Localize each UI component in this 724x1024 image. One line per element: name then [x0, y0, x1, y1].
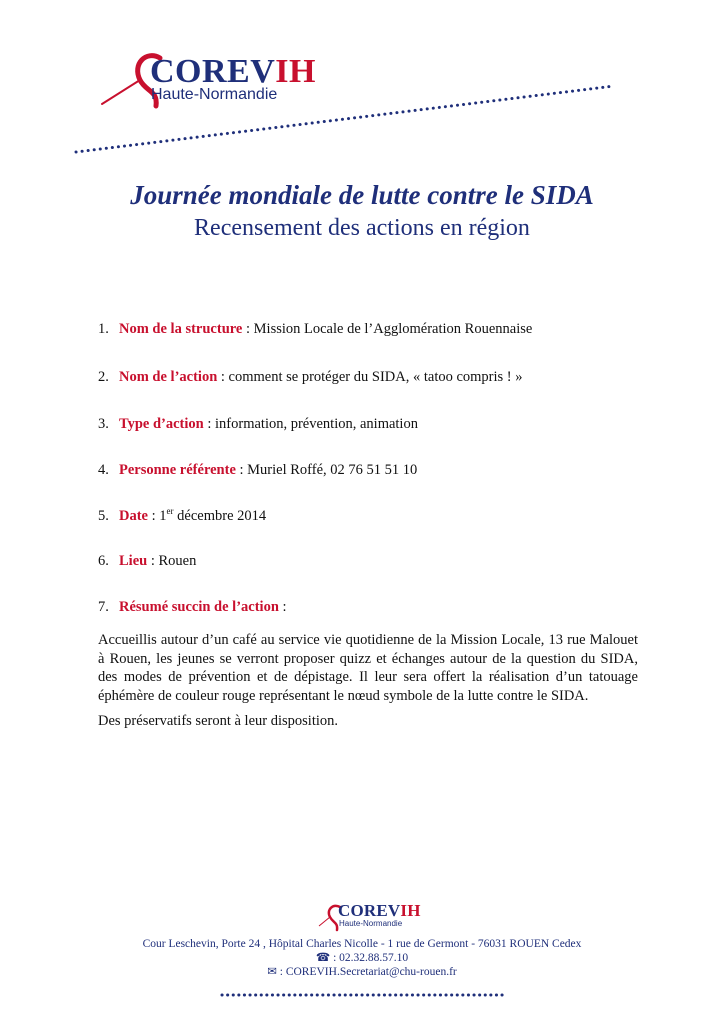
telephone-icon: ☎: [315, 952, 331, 964]
field-label: Nom de la structure: [119, 321, 243, 337]
field-label: Résumé succin de l’action: [119, 599, 279, 615]
logo-region: Haute-Normandie: [151, 86, 278, 103]
field-label: Date: [119, 508, 148, 524]
footer-address: Cour Leschevin, Porte 24 , Hôpital Charles Nicolle - 1 rue de Germont - 76031 ROUEN Cedex: [142, 938, 582, 950]
list-item: 3. Type d’action : information, prévention, animation: [98, 416, 418, 432]
list-item: 5. Date : 1er décembre 2014: [98, 506, 267, 524]
summary-paragraph: Des préservatifs seront à leur disposition.: [98, 713, 339, 729]
list-item: 2. Nom de l’action : comment se protéger du SIDA, « tatoo compris ! »: [98, 369, 523, 385]
page-subtitle: Recensement des actions en région: [194, 215, 530, 241]
summary-paragraph: Accueillis autour d’un café au service vie quotidienne de la Mission Locale, 13 rue Malouet à Rouen, les jeunes se verront proposer quizz et échanges autour de la question du SIDA, des modes de prévention et de dépistage. Il leur sera offert la réalisation d’un tatouage éphémère de couleur rouge représentant le nœud symbole de la lutte contre le SIDA.: [98, 632, 638, 704]
field-label: Personne référente: [119, 462, 236, 478]
field-label: Nom de l’action: [119, 369, 218, 385]
field-value: : Muriel Roffé, 02 76 51 51 10: [235, 462, 418, 478]
footer-email[interactable]: ✉ : COREVIH.Secretariat@chu-rouen.fr: [267, 966, 457, 978]
list-item: 6. Lieu : Rouen: [98, 553, 197, 569]
list-item: 1. Nom de la structure : Mission Locale de l’Agglomération Rouennaise: [98, 321, 533, 337]
field-value: : Rouen: [147, 553, 197, 569]
field-label: Type d’action: [119, 416, 204, 432]
envelope-icon: ✉: [267, 966, 277, 978]
list-item: 7. Résumé succin de l’action :: [98, 599, 287, 615]
list-item: 4. Personne référente : Muriel Roffé, 02 76 51 51 10: [98, 462, 418, 478]
page-title: Journée mondiale de lutte contre le SIDA: [130, 180, 594, 210]
field-value: : 1er décembre 2014: [148, 506, 267, 524]
field-value: : Mission Locale de l’Agglomération Rouennaise: [242, 321, 533, 337]
field-value: : comment se protéger du SIDA, « tatoo compris ! »: [217, 369, 523, 385]
field-value: : information, prévention, animation: [203, 416, 418, 432]
logo-wordmark: COREVIH: [150, 53, 316, 90]
footer-logo-region: Haute-Normandie: [339, 919, 403, 928]
footer-logo-wordmark: COREVIH: [338, 901, 421, 920]
footer-phone: ☎ : 02.32.88.57.10: [315, 952, 409, 964]
field-value: :: [278, 599, 287, 615]
field-label: Lieu: [119, 553, 148, 569]
